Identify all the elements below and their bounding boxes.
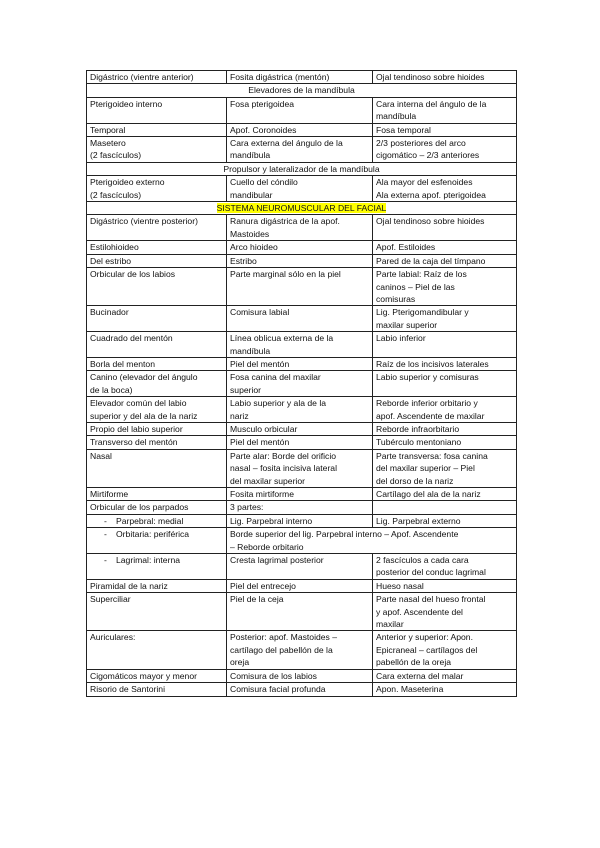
table-row (87, 371, 517, 397)
table-cell: Bucinador (87, 306, 227, 332)
table-row (87, 137, 517, 163)
table-cell: Parte labial: Raíz de los caninos – Piel de las comisuras (373, 268, 517, 306)
table-cell: Comisura labial (227, 306, 373, 332)
table-cell: Piel del mentón (227, 357, 373, 370)
table-cell: Ranura digástrica de la apof. Mastoides (227, 215, 373, 241)
table-cell: 3 partes: (227, 501, 373, 514)
table-cell: Estilohioideo (87, 241, 227, 254)
table-cell: Ojal tendinoso sobre hioides (373, 71, 517, 84)
table-cell: Cresta lagrimal posterior (227, 554, 373, 580)
table-row (87, 449, 517, 487)
table-cell: Superciliar (87, 593, 227, 631)
table-cell: Cartílago del ala de la nariz (373, 488, 517, 501)
table-cell: Anterior y superior: Apon. Epicraneal – cartílagos del pabellón de la oreja (373, 631, 517, 669)
table-row (87, 669, 517, 682)
table-cell: Fosa temporal (373, 123, 517, 136)
table-cell: Orbicular de los labios (87, 268, 227, 306)
table-cell: Labio superior y ala de la nariz (227, 397, 373, 423)
table-cell: Piramidal de la nariz (87, 579, 227, 592)
table-cell: Raíz de los incisivos laterales (373, 357, 517, 370)
table-cell (87, 528, 227, 554)
table-cell: Fosita digástrica (mentón) (227, 71, 373, 84)
table-cell: Digástrico (vientre posterior) (87, 215, 227, 241)
list-bullet: - (104, 555, 107, 566)
table-cell: Musculo orbicular (227, 422, 373, 435)
table-cell: Temporal (87, 123, 227, 136)
table-row (87, 436, 517, 449)
table-cell: Pared de la caja del tímpano (373, 254, 517, 267)
table-cell: Cuadrado del mentón (87, 332, 227, 358)
table-cell: Orbicular de los parpados (87, 501, 227, 514)
table-row (87, 215, 517, 241)
table-cell: Elevador común del labio superior y del ala de la nariz (87, 397, 227, 423)
cell-text: Orbitaria: periférica (116, 529, 190, 540)
table-row (87, 397, 517, 423)
table-row (87, 176, 517, 202)
table-cell: Lig. Parpebral interno (227, 514, 373, 527)
table-cell: Posterior: apof. Mastoides – cartílago del pabellón de la oreja (227, 631, 373, 669)
list-bullet: - (104, 515, 107, 526)
table-row (87, 71, 517, 84)
table-cell: Borde superior del lig. Parpebral interno – Apof. Ascendente – Reborde orbitario (227, 528, 517, 554)
table-cell: Canino (elevador del ángulo de la boca) (87, 371, 227, 397)
table-row (87, 422, 517, 435)
section-heading-text: Elevadores de la mandíbula (248, 85, 355, 96)
table-row (87, 631, 517, 669)
section-heading (87, 162, 517, 175)
table-cell: Piel de la ceja (227, 593, 373, 631)
muscle-table (86, 70, 517, 697)
table-cell: 2 fascículos a cada cara posterior del conduc lagrimal (373, 554, 517, 580)
table-row (87, 306, 517, 332)
table-cell: Lig. Pterigomandibular y maxilar superior (373, 306, 517, 332)
table-row (87, 593, 517, 631)
table-cell: Propio del labio superior (87, 422, 227, 435)
table-cell: Tubérculo mentoniano (373, 436, 517, 449)
table-cell: Cara interna del ángulo de la mandíbula (373, 97, 517, 123)
table-row (87, 501, 517, 514)
table-row (87, 202, 517, 215)
table-cell: Comisura de los labios (227, 669, 373, 682)
table-cell: Digástrico (vientre anterior) (87, 71, 227, 84)
table-cell: Labio superior y comisuras (373, 371, 517, 397)
table-cell: Cara externa del malar (373, 669, 517, 682)
table-cell: Cigomáticos mayor y menor (87, 669, 227, 682)
table-row (87, 268, 517, 306)
table-row (87, 123, 517, 136)
table-cell: Reborde infraorbitario (373, 422, 517, 435)
table-cell (373, 501, 517, 514)
table-cell: Nasal (87, 449, 227, 487)
table-row (87, 84, 517, 97)
table-row (87, 683, 517, 696)
cell-text: Parpebral: medial (116, 515, 184, 526)
section-heading-text: Propulsor y lateralizador de la mandíbula (223, 163, 380, 174)
table-cell: Auriculares: (87, 631, 227, 669)
table-row (87, 554, 517, 580)
section-heading-highlighted (87, 202, 517, 215)
table-cell: Lig. Parpebral externo (373, 514, 517, 527)
table-cell: Fosita mirtiforme (227, 488, 373, 501)
section-heading (87, 84, 517, 97)
table-row (87, 514, 517, 527)
table-cell: Parte marginal sólo en la piel (227, 268, 373, 306)
table-cell: Masetero (2 fascículos) (87, 137, 227, 163)
table-cell: Piel del mentón (227, 436, 373, 449)
table-cell: Fosa canina del maxilar superior (227, 371, 373, 397)
table-cell: Hueso nasal (373, 579, 517, 592)
table-row (87, 97, 517, 123)
table-cell: Parte transversa: fosa canina del maxilar superior – Piel del dorso de la nariz (373, 449, 517, 487)
table-cell: Ojal tendinoso sobre hioides (373, 215, 517, 241)
table-cell: Del estribo (87, 254, 227, 267)
table-cell: Apon. Maseterina (373, 683, 517, 696)
table-cell: Mirtiforme (87, 488, 227, 501)
table-cell: Comisura facial profunda (227, 683, 373, 696)
table-cell: Risorio de Santorini (87, 683, 227, 696)
table-row (87, 254, 517, 267)
table-row (87, 241, 517, 254)
table-cell: Cara externa del ángulo de la mandíbula (227, 137, 373, 163)
table-cell: Parte nasal del hueso frontal y apof. Ascendente del maxilar (373, 593, 517, 631)
section-heading-text: SISTEMA NEUROMUSCULAR DEL FACIAL (216, 203, 387, 214)
table-cell: Cuello del cóndilo mandibular (227, 176, 373, 202)
table-cell: Apof. Coronoides (227, 123, 373, 136)
table-cell (87, 514, 227, 527)
table-cell: Apof. Estiloides (373, 241, 517, 254)
table-row (87, 528, 517, 554)
table-cell: Parte alar: Borde del orificio nasal – fosita incisiva lateral del maxilar superior (227, 449, 373, 487)
cell-text: Lagrimal: interna (116, 555, 181, 566)
table-cell: Transverso del mentón (87, 436, 227, 449)
table-cell: Pterigoideo interno (87, 97, 227, 123)
table-row (87, 357, 517, 370)
muscle-table-body (87, 71, 517, 697)
table-cell (87, 554, 227, 580)
table-cell: Línea oblicua externa de la mandíbula (227, 332, 373, 358)
table-row (87, 488, 517, 501)
list-bullet: - (104, 529, 107, 540)
table-row (87, 332, 517, 358)
table-cell: 2/3 posteriores del arco cigomático – 2/3 anteriores (373, 137, 517, 163)
table-cell: Labio inferior (373, 332, 517, 358)
table-cell: Fosa pterigoidea (227, 97, 373, 123)
table-row (87, 162, 517, 175)
table-cell: Borla del menton (87, 357, 227, 370)
table-cell: Piel del entrecejo (227, 579, 373, 592)
table-cell: Arco hioideo (227, 241, 373, 254)
table-cell: Ala mayor del esfenoides Ala externa apof. pterigoidea (373, 176, 517, 202)
table-cell: Reborde inferior orbitario y apof. Ascendente de maxilar (373, 397, 517, 423)
table-cell: Pterigoideo externo (2 fascículos) (87, 176, 227, 202)
table-row (87, 579, 517, 592)
table-cell: Estribo (227, 254, 373, 267)
